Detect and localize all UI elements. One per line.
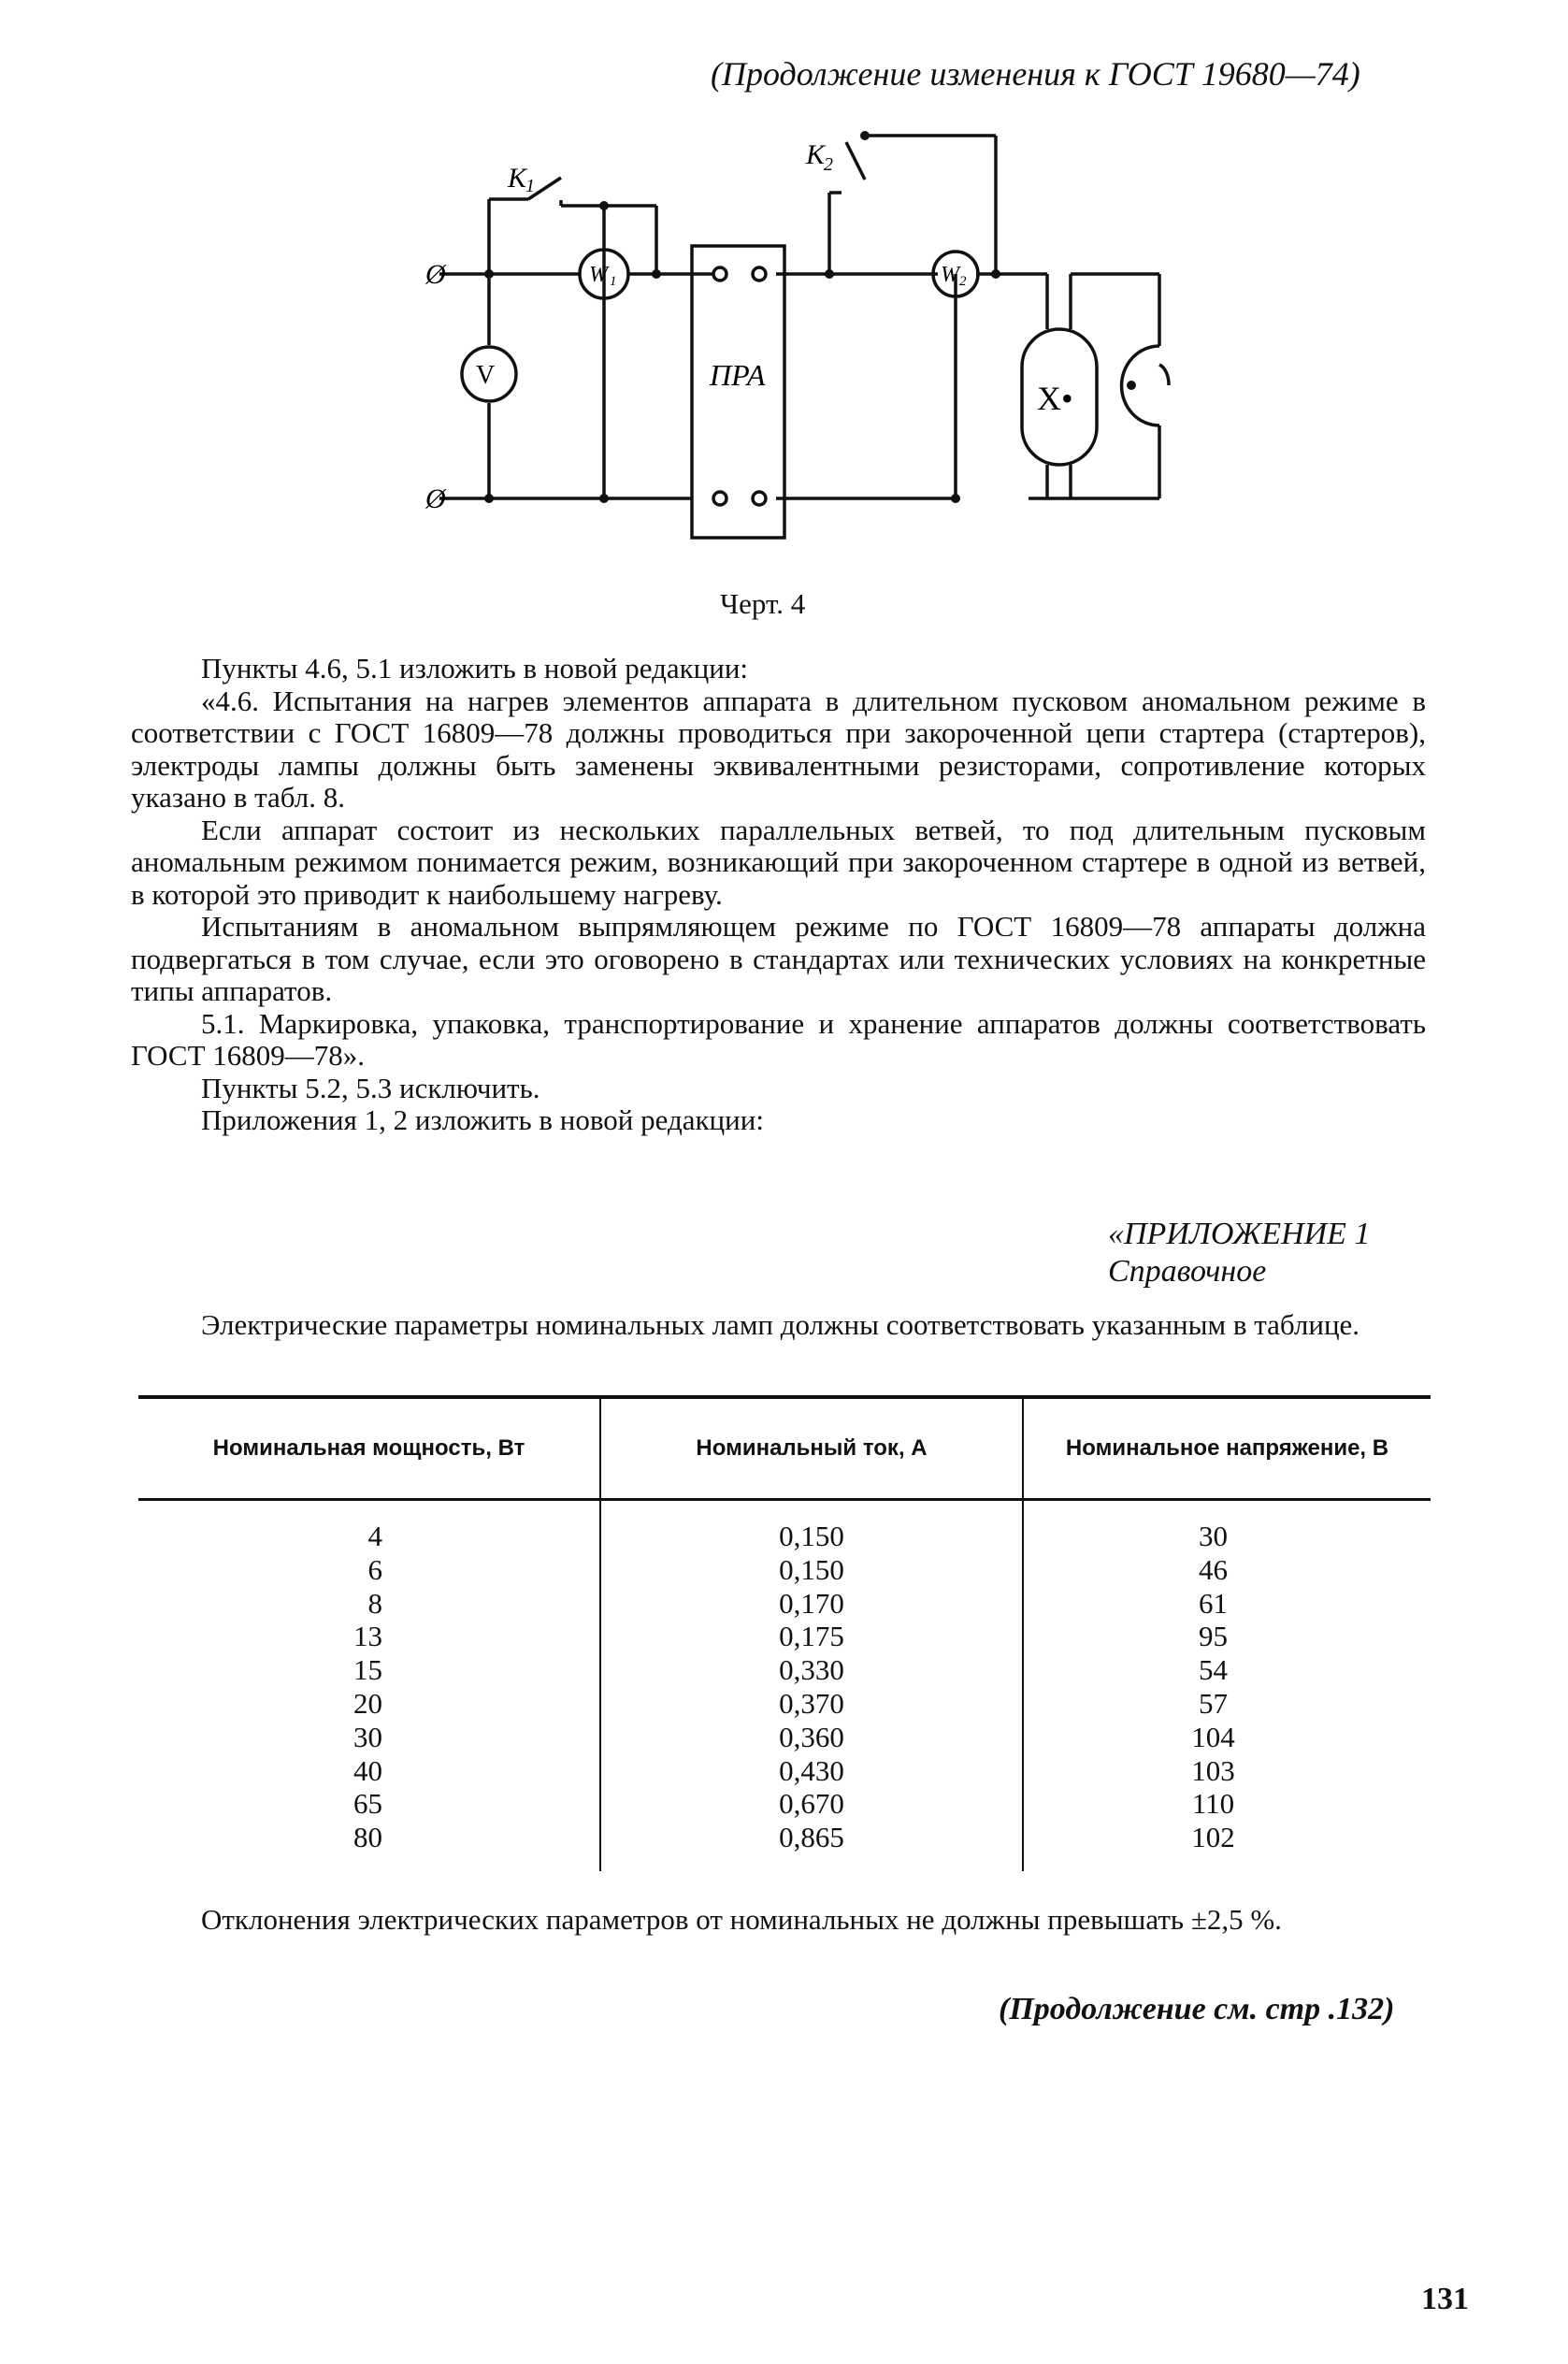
w1-label: W — [589, 263, 608, 287]
k2-label: K — [806, 139, 826, 170]
figure-caption: Черт. 4 — [720, 587, 806, 620]
cell-power: 15 — [353, 1653, 382, 1687]
cell-voltage: 57 — [1023, 1687, 1431, 1721]
w2-sub: 2 — [959, 274, 967, 289]
table-row — [138, 1787, 1431, 1821]
cell-current: 0,360 — [600, 1721, 1023, 1754]
column-header-voltage: Номинальное напряжение, В — [1023, 1397, 1431, 1500]
table-row — [138, 1500, 1431, 1553]
table-row — [138, 1620, 1431, 1653]
table-row — [138, 1553, 1431, 1587]
terminal-bottom-label: Ø — [425, 483, 446, 514]
cell-voltage: 30 — [1023, 1500, 1431, 1553]
paragraph: Если аппарат состоит из нескольких параллельных ветвей, то под длительным пусковым аномальным режимом понимается режим, возникающий при закороченном стартере в одной из ветвей, в которой это приводит к наибольшему нагреву. — [131, 813, 1426, 911]
paragraph: Пункты 5.2, 5.3 исключить. — [201, 1071, 540, 1104]
table-row — [138, 1653, 1431, 1687]
paragraph: Пункты 4.6, 5.1 изложить в новой редакции: — [201, 652, 749, 685]
cell-power: 40 — [353, 1753, 382, 1787]
table-header-row — [138, 1397, 1431, 1500]
cell-current: 0,865 — [600, 1821, 1023, 1871]
appendix-title: «ПРИЛОЖЕНИЕ 1 — [1108, 1217, 1371, 1251]
cell-voltage: 95 — [1023, 1620, 1431, 1653]
lamp-label: X• — [1037, 380, 1073, 417]
cell-power: 8 — [367, 1586, 382, 1620]
paragraph: «4.6. Испытания на нагрев элементов аппарата в длительном пусковом аномальном режиме в соответствии с ГОСТ 16809—78 должны проводиться при закороченной цепи стартера (стартеров), электроды лампы должны быть заменены эквивалентными резисторами, сопротивление которых указано в табл. 8. — [131, 684, 1426, 814]
appendix-subtitle: Справочное — [1108, 1254, 1267, 1289]
table-row — [138, 1821, 1431, 1871]
cell-power: 6 — [367, 1552, 382, 1586]
voltmeter-label: V — [476, 361, 496, 390]
paragraph: 5.1. Маркировка, упаковка, транспортирование и хранение аппаратов должны соответствовать ГОСТ 16809—78». — [131, 1006, 1426, 1072]
deviation-note: Отклонения электрических параметров от номинальных не должны превышать ±2,5 %. — [201, 1903, 1282, 1936]
w1-sub: 1 — [610, 274, 617, 289]
w2-label: W — [941, 263, 959, 287]
pra-label: ПРА — [710, 358, 766, 392]
cell-current: 0,430 — [600, 1754, 1023, 1788]
table-row — [138, 1721, 1431, 1754]
parameters-table — [138, 1395, 1431, 1871]
cell-power: 65 — [353, 1787, 382, 1821]
body-text — [131, 653, 1426, 1137]
terminal-top-label: Ø — [425, 259, 446, 290]
table-row — [138, 1687, 1431, 1721]
k1-sub: 1 — [525, 176, 535, 196]
cell-current: 0,150 — [600, 1553, 1023, 1587]
cell-power: 30 — [353, 1720, 382, 1753]
cell-power: 20 — [353, 1686, 382, 1720]
cell-power: 13 — [353, 1620, 382, 1653]
paragraph: Приложения 1, 2 изложить в новой редакции: — [201, 1103, 764, 1136]
column-header-power: Номинальная мощность, Вт — [138, 1397, 600, 1500]
cell-current: 0,670 — [600, 1787, 1023, 1821]
cell-current: 0,175 — [600, 1620, 1023, 1653]
column-header-current: Номинальный ток, А — [600, 1397, 1023, 1500]
cell-power: 80 — [353, 1821, 382, 1854]
cell-voltage: 104 — [1023, 1721, 1431, 1754]
table-row — [138, 1754, 1431, 1788]
cell-voltage: 103 — [1023, 1754, 1431, 1788]
cell-current: 0,170 — [600, 1587, 1023, 1621]
k2-sub: 2 — [824, 154, 833, 175]
page-header: (Продолжение изменения к ГОСТ 19680—74) — [711, 55, 1360, 93]
table-row — [138, 1587, 1431, 1621]
cell-voltage: 61 — [1023, 1587, 1431, 1621]
cell-current: 0,330 — [600, 1653, 1023, 1687]
k1-label: K — [508, 163, 527, 194]
cell-voltage: 102 — [1023, 1821, 1431, 1871]
appendix-heading — [1108, 1216, 1370, 1290]
circuit-diagram — [411, 131, 1197, 542]
cell-voltage: 110 — [1023, 1787, 1431, 1821]
page-number: 131 — [1421, 2282, 1469, 2316]
paragraph: Испытаниям в аномальном выпрямляющем режиме по ГОСТ 16809—78 аппараты должна подвергаться в том случае, если это оговорено в стандартах или технических условиях на конкретные типы аппаратов. — [131, 910, 1426, 1007]
cell-voltage: 46 — [1023, 1553, 1431, 1587]
cell-voltage: 54 — [1023, 1653, 1431, 1687]
continuation-note: (Продолжение см. стр .132) — [999, 1992, 1395, 2026]
table-intro: Электрические параметры номинальных ламп должны соответствовать указанным в таблице. — [201, 1308, 1360, 1341]
cell-current: 0,370 — [600, 1687, 1023, 1721]
cell-power: 4 — [367, 1520, 382, 1552]
cell-current: 0,150 — [600, 1500, 1023, 1553]
